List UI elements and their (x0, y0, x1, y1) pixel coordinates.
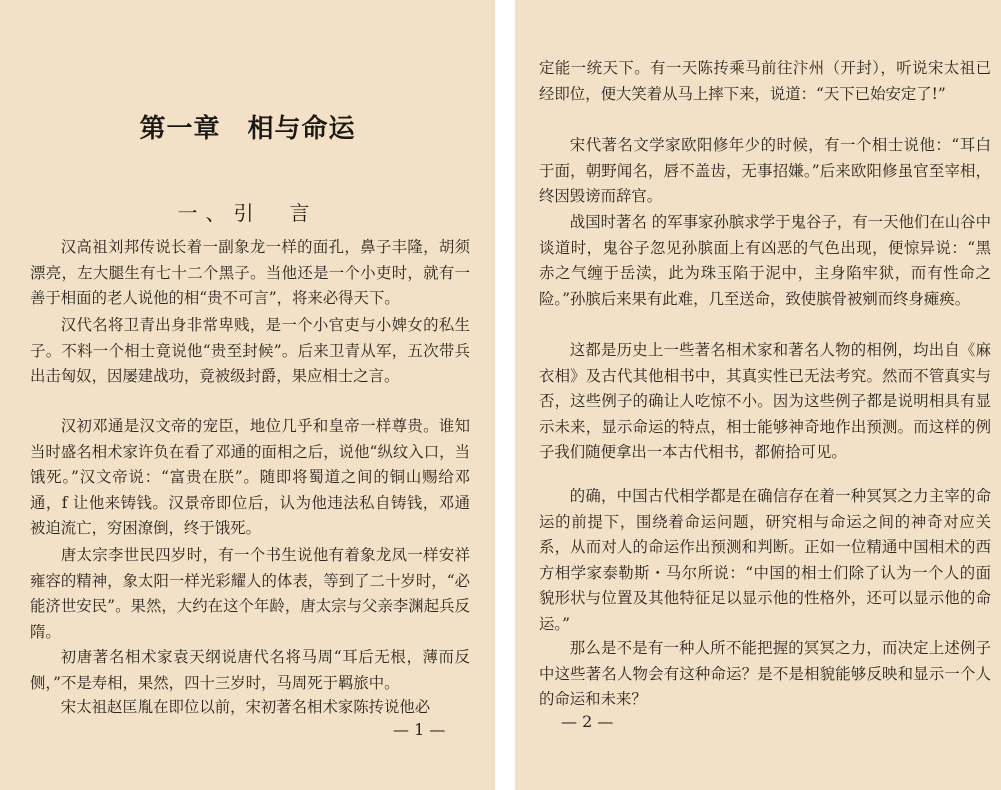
paragraph-liu-bang: 汉高祖刘邦传说长着一副象龙一样的面孔，鼻子丰隆，胡须漂亮，左大腿生有七十二个黑子。当他还是一个小吏时，就有一善于相面的老人说他的相“贵不可言”，将来必得天下。 (30, 238, 470, 308)
paragraph-ouyang-xiu: 宋代著名文学家欧阳修年少的时候，有一个相士说他：“耳白于面，朝野闻名，唇不盖齿，无事招嫌。”后来欧阳修虽官至宰相，终因毁谤而辞官。 (539, 136, 991, 206)
paragraph-song-taizu-continued: 定能一统天下。有一天陈抟乘马前往汴州（开封），听说宋太祖已经即位，便大笑着从马上摔下来，说道：“天下已始安定了!” (539, 59, 991, 103)
section-title: 一、引 言 (177, 201, 318, 225)
chapter-title: 第一章 相与命运 (139, 114, 356, 144)
paragraph-fate-premise: 的确，中国古代相学都是在确信存在着一种冥冥之力主宰的命运的前提下，围绕着命运问题，研究相与命运之间的神奇对应关系，从而对人的命运作出预测和判断。正如一位精通中国相术的西方相学家泰勒斯・马尔所说：“中国的相士们除了认为一个人的面貌形状与位置及其他特征足以显示他的性格外，还可以显示他的命运。” (539, 487, 991, 633)
page-number: — 1 — (393, 720, 446, 739)
left-page (0, 0, 495, 790)
paragraph-wei-qing: 汉代名将卫青出身非常卑贱，是一个小官吏与小婢女的私生子。不料一个相士竟说他“贵至封候”。后来卫青从军，五次带兵出击匈奴，因屡建战功，竟被级封爵，果应相士之言。 (30, 316, 470, 386)
paragraph-song-taizu: 宋太祖赵匡胤在即位以前，宋初著名相术家陈抟说他必 (60, 698, 431, 716)
paragraph-tang-taizong: 唐太宗李世民四岁时，有一个书生说他有着象龙凤一样安祥雍容的精神，象太阳一样光彩耀人的体表，等到了二十岁时，“必能济世安民”。果然，大约在这个年龄，唐太宗与父亲李渊起兵反隋。 (30, 546, 470, 641)
right-page (515, 0, 1001, 790)
paragraph-question: 那么是不是有一种人所不能把握的冥冥之力，而决定上述例子中这些著名人物会有这种命运？是不是相貌能够反映和显示一个人的命运和未来？ (539, 639, 991, 709)
page-number: — 2 — (561, 712, 614, 731)
paragraph-sun-bin: 战国时著名 的军事家孙膑求学于鬼谷子，有一天他们在山谷中谈道时，鬼谷子忽见孙膑面上有凶恶的气色出现，便惊异说：“黑赤之气缠于岳渎，此为珠玉陷于泥中，主身陷牢狱，而有性命之险。”孙膑后来果有此难，几至送命，致使膑骨被剜而终身瘫痪。 (539, 213, 991, 308)
paragraph-deng-tong: 汉初邓通是汉文帝的宠臣，地位几乎和皇帝一样尊贵。谁知当时盛名相术家许负在看了邓通的面相之后，说他“纵纹入口，当饿死。”汉文帝说：“富贵在朕”。随即将蜀道之间的铜山赐给邓通，f 让他来铸钱。汉景帝即位后，认为他违法私自铸钱，邓通被迫流亡，穷困潦倒，终于饿死。 (30, 417, 470, 538)
book-gutter (495, 0, 515, 790)
paragraph-historical-cases: 这都是历史上一些著名相术家和著名人物的相例，均出自《麻衣相》及古代其他相书中，其真实性已无法考究。然而不管真实与否，这些例子的确让人吃惊不小。因为这些例子都是说明相具有显示未来，显示命运的特点，相士能够神奇地作出预测。而这样的例子我们随便拿出一本古代相书，都俯拾可见。 (539, 341, 991, 462)
paragraph-ma-zhou: 初唐著名相术家袁天纲说唐代名将马周“耳后无根，薄而反侧，”不是寿相，果然，四十三岁时，马周死于羁旅中。 (30, 648, 470, 692)
